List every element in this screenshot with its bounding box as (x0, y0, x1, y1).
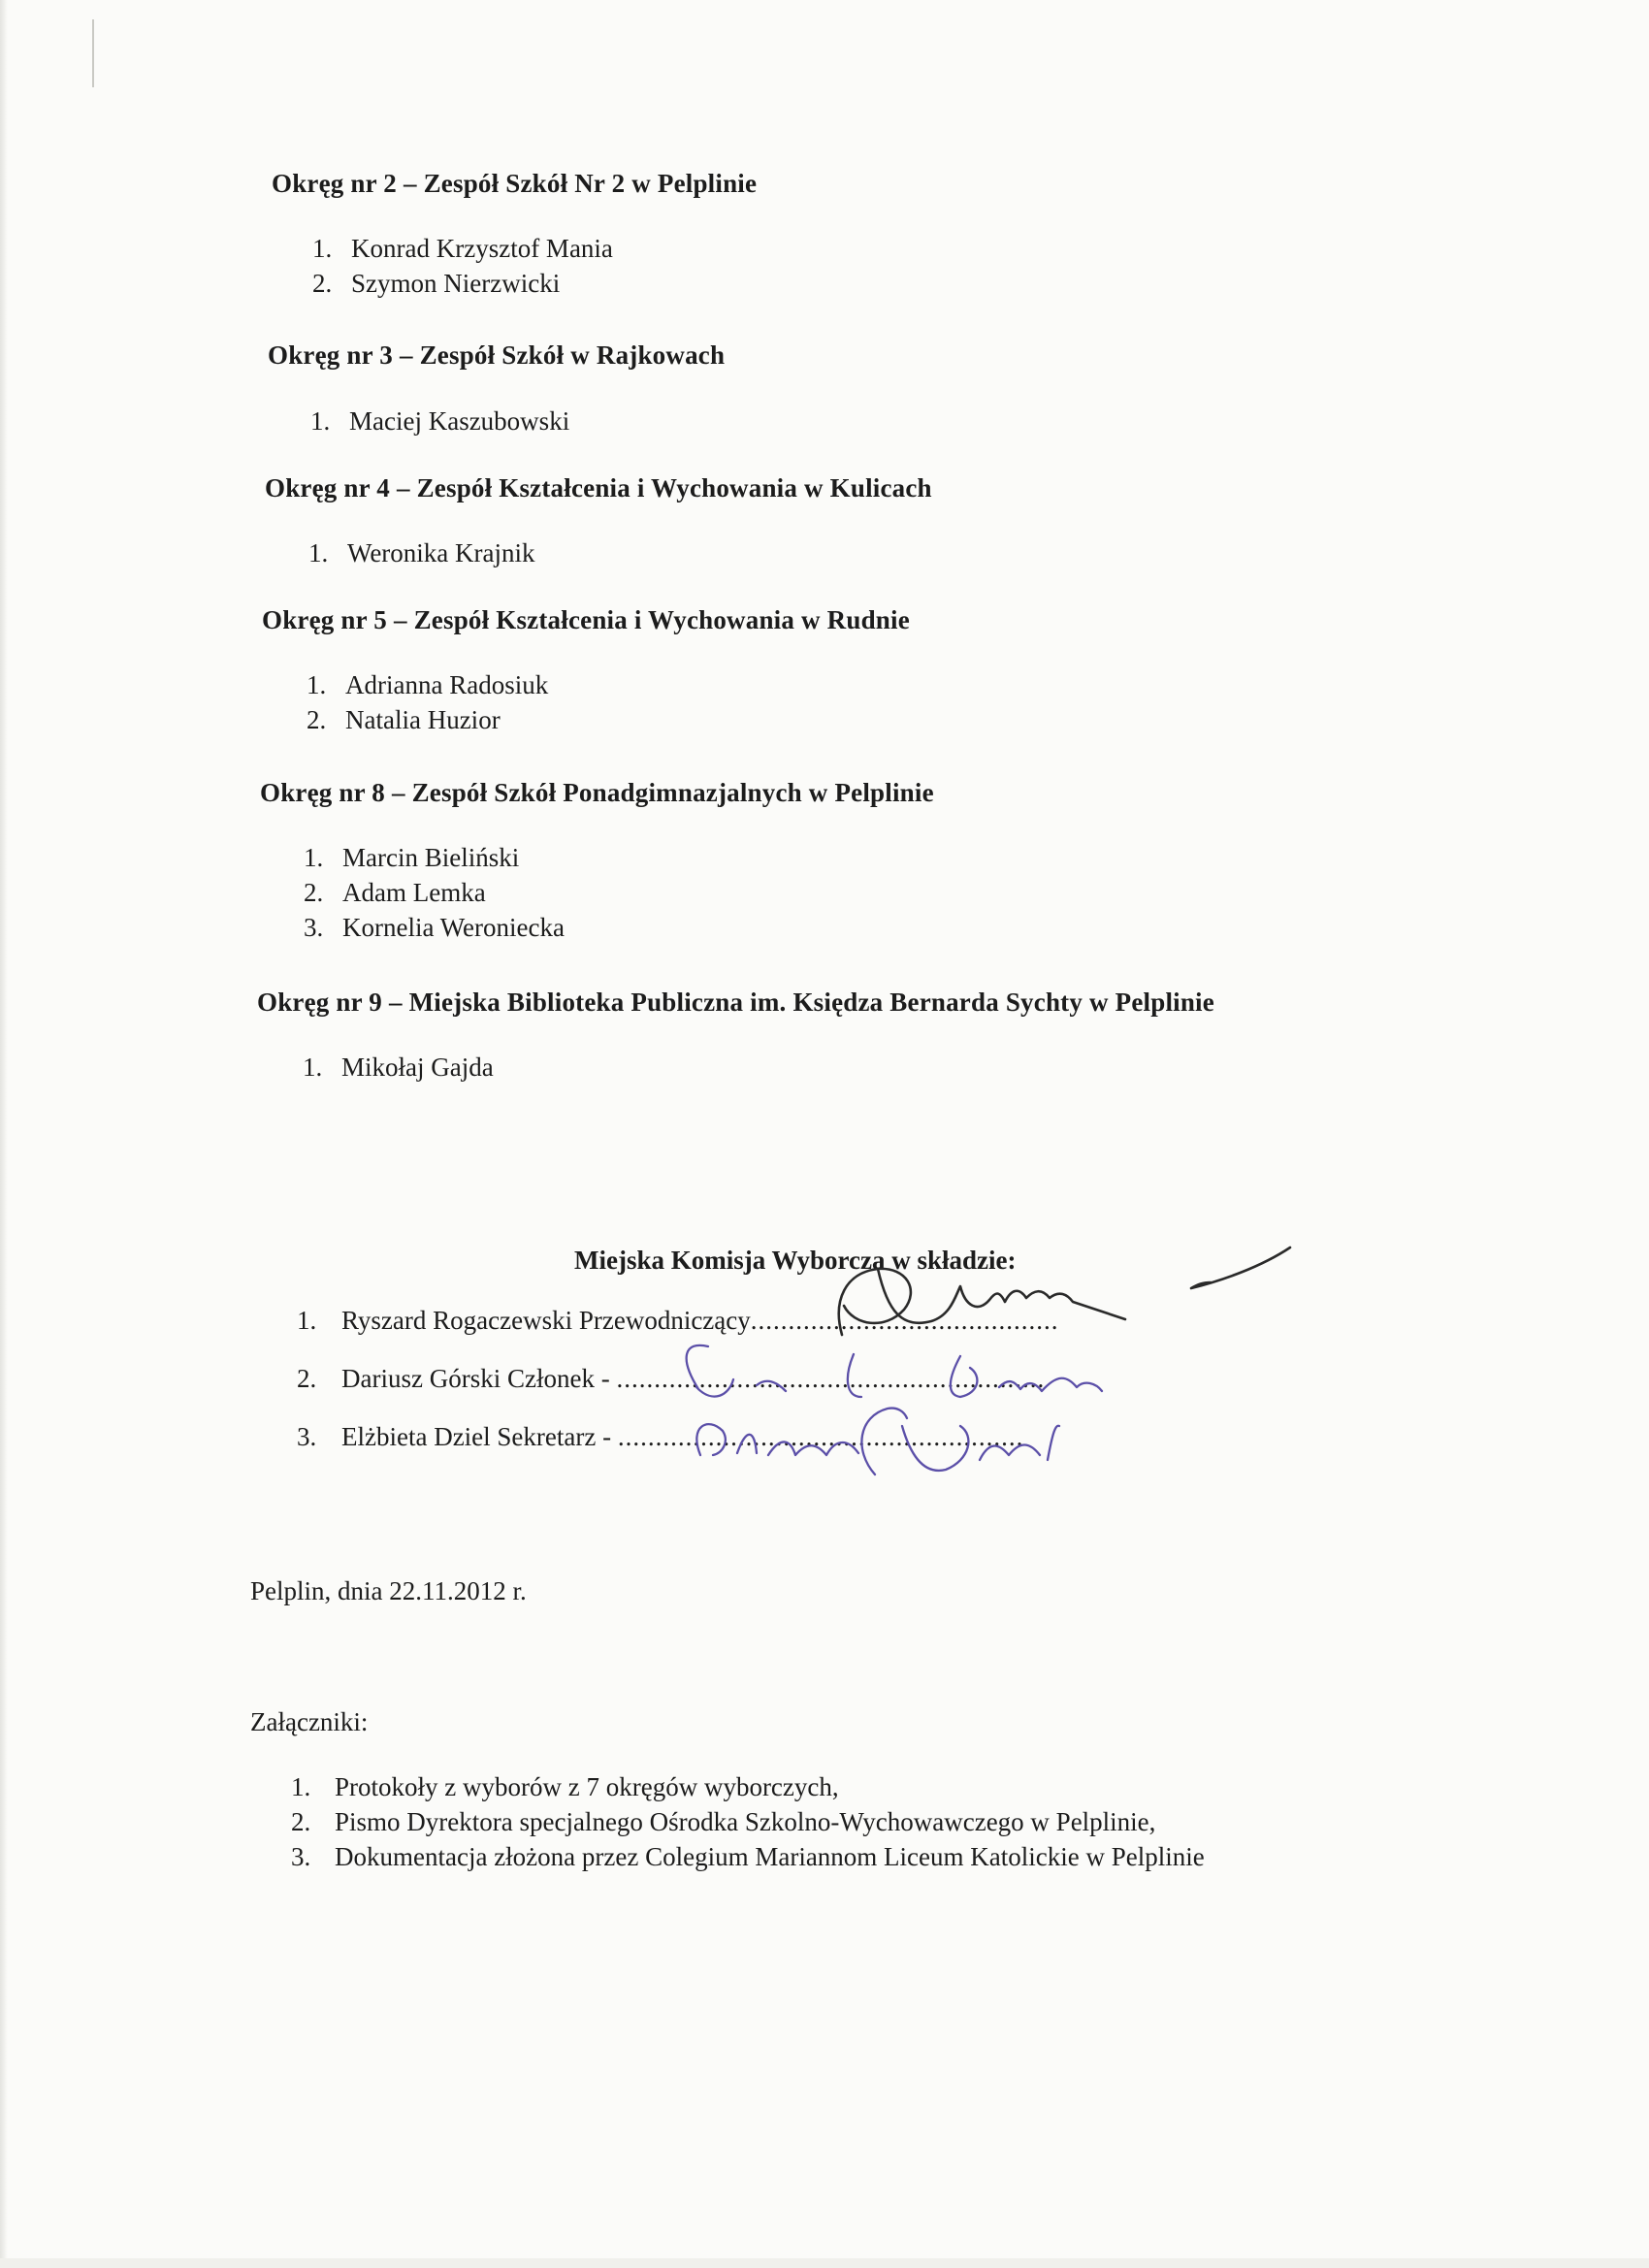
member-name: Natalia Huzior (345, 705, 501, 734)
item-number: 3. (297, 1422, 317, 1451)
district-member-list (307, 667, 548, 737)
attachment-text: Pismo Dyrektora specjalnego Ośrodka Szkolno-Wychowawczego w Pelplinie, (335, 1807, 1156, 1836)
signature-line: ......................................... (750, 1306, 1059, 1335)
member-role: Elżbieta Dziel Sekretarz - (341, 1422, 618, 1451)
commission-title: Miejska Komisja Wyborcza w składzie: (574, 1246, 1017, 1275)
member-name: Adam Lemka (342, 878, 486, 907)
attachment-text: Protokoły z wyborów z 7 okręgów wyborczych, (335, 1772, 839, 1801)
member-role: Ryszard Rogaczewski Przewodniczący (341, 1306, 751, 1335)
list-item (312, 231, 613, 266)
scan-artifact (92, 19, 94, 87)
list-item (304, 910, 565, 945)
member-name: Konrad Krzysztof Mania (351, 234, 613, 263)
member-name: Kornelia Weroniecka (342, 913, 565, 942)
item-number: 2. (297, 1364, 317, 1393)
member-name: Maciej Kaszubowski (349, 406, 570, 436)
list-item (304, 875, 565, 910)
signature-line: ......................................................... (616, 1364, 1046, 1393)
member-name: Szymon Nierzwicki (351, 269, 561, 298)
list-item (291, 1769, 1205, 1804)
item-number: 2. (312, 269, 333, 298)
district-member-list (312, 231, 613, 301)
district-title: Okręg nr 9 – Miejska Biblioteka Publiczna im. Księdza Bernarda Sychty w Pelplinie (257, 988, 1214, 1017)
list-item (307, 702, 548, 737)
member-name: Marcin Bieliński (342, 843, 520, 872)
member-name: Weronika Krajnik (347, 538, 535, 567)
district-member-list (308, 535, 535, 570)
member-name: Adrianna Radosiuk (345, 670, 549, 699)
item-number: 3. (291, 1842, 311, 1871)
district-title: Okręg nr 5 – Zespół Kształcenia i Wychowania w Rudnie (262, 605, 910, 634)
item-number: 1. (297, 1306, 317, 1335)
district-title: Okręg nr 3 – Zespół Szkół w Rajkowach (268, 340, 726, 370)
commission-member (297, 1361, 1059, 1419)
district-member-list (310, 404, 569, 438)
scan-edge (0, 0, 8, 2268)
item-number: 3. (304, 913, 324, 942)
item-number: 1. (303, 1053, 323, 1082)
item-number: 1. (312, 234, 333, 263)
item-number: 2. (304, 878, 324, 907)
district-title: Okręg nr 8 – Zespół Szkół Ponadgimnazjalnych w Pelplinie (260, 778, 934, 807)
district-member-list (303, 1050, 494, 1085)
list-item (291, 1804, 1205, 1839)
district-title: Okręg nr 2 – Zespół Szkół Nr 2 w Pelplinie (272, 169, 758, 198)
item-number: 1. (304, 843, 324, 872)
list-item (291, 1839, 1205, 1874)
member-name: Mikołaj Gajda (341, 1053, 494, 1082)
member-role: Dariusz Górski Członek - (341, 1364, 617, 1393)
commission-member (297, 1303, 1059, 1361)
item-number: 2. (291, 1807, 311, 1836)
document-date: Pelplin, dnia 22.11.2012 r. (250, 1576, 527, 1605)
item-number: 1. (291, 1772, 311, 1801)
item-number: 1. (310, 406, 331, 436)
list-item (304, 840, 565, 875)
attachments-list (291, 1769, 1205, 1874)
district-member-list (304, 840, 565, 945)
attachments-title: Załączniki: (250, 1707, 369, 1736)
scan-artifact-bottom (0, 2258, 1649, 2268)
list-item (303, 1050, 494, 1085)
list-item (308, 535, 535, 570)
list-item (312, 266, 613, 301)
signature-line: ...................................................... (617, 1422, 1024, 1451)
commission-member (297, 1419, 1059, 1477)
district-title: Okręg nr 4 – Zespół Kształcenia i Wychowania w Kulicach (265, 473, 932, 502)
list-item (310, 404, 569, 438)
item-number: 1. (308, 538, 329, 567)
list-item (307, 667, 548, 702)
attachment-text: Dokumentacja złożona przez Colegium Mariannom Liceum Katolickie w Pelplinie (335, 1842, 1205, 1871)
item-number: 1. (307, 670, 327, 699)
item-number: 2. (307, 705, 327, 734)
commission-member-list (297, 1303, 1059, 1477)
